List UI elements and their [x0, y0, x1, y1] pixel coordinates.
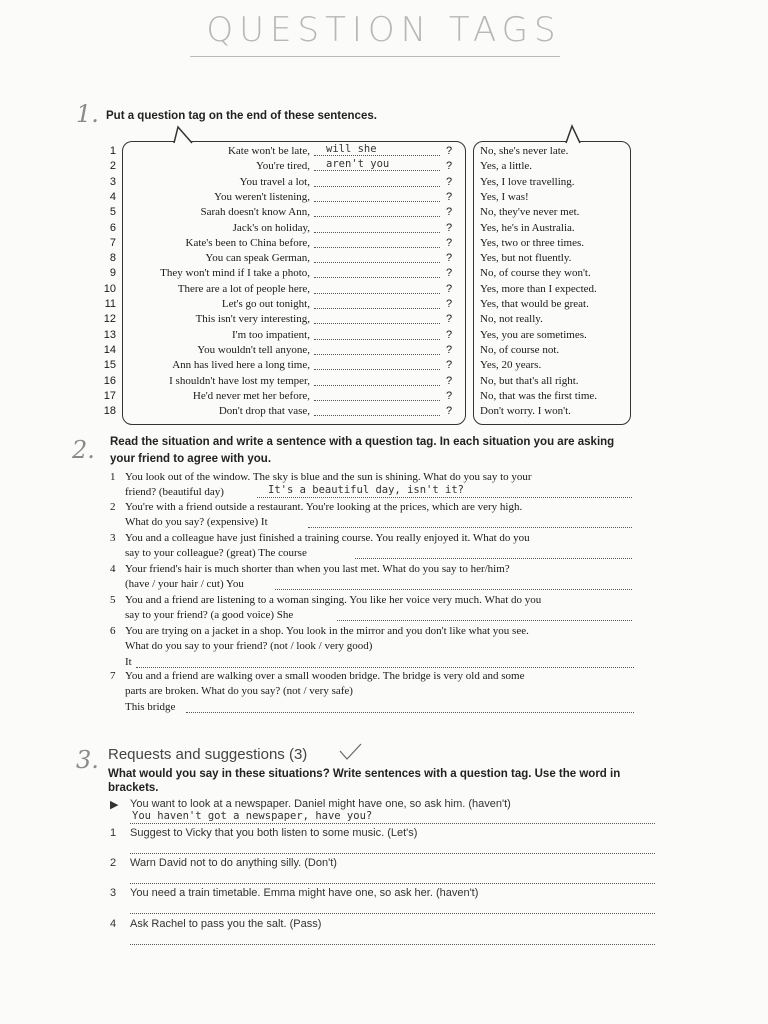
question-mark: ? [446, 343, 453, 356]
row-number: 18 [103, 405, 116, 418]
answer-line[interactable] [314, 247, 440, 248]
question-mark: ? [446, 236, 453, 249]
row-number: 7 [109, 236, 116, 249]
question-mark: ? [446, 389, 453, 402]
answer-line[interactable] [314, 385, 440, 386]
row-number: 11 [104, 298, 116, 310]
statement-text: I'm too impatient, [231, 328, 310, 341]
situation-line1: You and a friend are listening to a woman singing. You like her voice very much. What do you [125, 594, 542, 606]
situation-number: 7 [110, 670, 116, 682]
request-number: 4 [110, 918, 117, 930]
statement-text: You weren't listening, [214, 190, 310, 203]
situation-line2: say to your friend? (a good voice) She [125, 609, 294, 621]
reply-text: Yes, a little. [480, 160, 533, 173]
statement-text: Kate's been to China before, [185, 236, 310, 249]
reply-text: Yes, two or three times. [480, 236, 584, 249]
request-text: Suggest to Vicky that you both listen to some music. (Let's) [130, 827, 418, 839]
reply-text: No, she's never late. [480, 145, 569, 157]
answer-line[interactable] [314, 293, 440, 294]
row-number: 10 [103, 282, 116, 295]
answer-line[interactable] [314, 369, 440, 370]
reply-text: Yes, that would be great. [480, 298, 589, 310]
answer-line[interactable] [337, 620, 632, 621]
section3-number: 3. [76, 746, 99, 774]
question-mark: ? [446, 267, 453, 280]
statement-text: There are a lot of people here, [177, 282, 310, 295]
answer-line[interactable] [257, 497, 632, 498]
row-number: 2 [109, 160, 116, 173]
question-mark: ? [446, 405, 453, 418]
row-number: 5 [109, 206, 116, 219]
situation-line2: What do you say to your friend? (not / look / very good) [125, 640, 373, 652]
request-number: 2 [110, 857, 117, 869]
section3-instruction-line1: What would you say in these situations? Write sentences with a question tag. Use the word in [108, 768, 621, 780]
reply-text: Don't worry. I won't. [480, 405, 571, 418]
answer-line[interactable] [314, 323, 440, 324]
answer-line[interactable] [314, 354, 440, 355]
section1-number: 1. [76, 100, 99, 128]
answer-line[interactable] [314, 308, 440, 309]
left-bubble-tail-icon [170, 125, 200, 145]
title-underline [190, 56, 560, 57]
situation-line1: Your friend's hair is much shorter than when you last met. What do you say to her/him? [125, 563, 510, 575]
row-number: 6 [109, 221, 116, 234]
answer-line[interactable] [314, 277, 440, 278]
answer-line[interactable] [314, 415, 440, 416]
situation-line1: You and a friend are walking over a small wooden bridge. The bridge is very old and some [125, 670, 525, 682]
row-number: 16 [103, 374, 116, 387]
statement-text: He'd never met her before, [192, 389, 310, 402]
section2-instruction-line1: Read the situation and write a sentence with a question tag. In each situation you are asking [110, 436, 615, 448]
reply-text: Yes, I love travelling. [480, 175, 575, 188]
row-number: 15 [103, 359, 116, 372]
question-mark: ? [446, 252, 453, 265]
answer-text: aren't you [326, 158, 390, 171]
situation-number: 6 [110, 625, 116, 637]
situation-line1: You are trying on a jacket in a shop. You look in the mirror and you don't like what you see. [125, 625, 529, 637]
answer-line[interactable] [314, 339, 440, 340]
question-mark: ? [446, 359, 453, 372]
checkmark-icon [338, 742, 364, 762]
situation-line1: You're with a friend outside a restaurant. You're looking at the prices, which are very high. [125, 501, 523, 513]
situation-number: 3 [110, 532, 116, 544]
statement-text: Ann has lived here a long time, [172, 359, 310, 372]
page-title: QUESTION TAGS [206, 10, 562, 50]
situation-line2: say to your colleague? (great) The course [125, 547, 307, 559]
question-mark: ? [446, 328, 453, 341]
question-mark: ? [446, 175, 453, 188]
reply-text: Yes, but not fluently. [480, 252, 572, 265]
reply-text: Yes, 20 years. [480, 359, 542, 372]
answer-line[interactable] [314, 186, 440, 187]
situation-line2: friend? (beautiful day) [125, 486, 224, 498]
reply-text: Yes, I was! [480, 190, 529, 203]
reply-text: No, of course not. [480, 343, 560, 356]
reply-text: No, they've never met. [480, 206, 580, 219]
answer-line[interactable] [136, 667, 634, 668]
situation-line3: This bridge [125, 701, 176, 713]
reply-text: Yes, you are sometimes. [480, 328, 587, 341]
answer-line[interactable] [314, 170, 440, 171]
answer-line[interactable] [130, 853, 655, 854]
reply-text: Yes, he's in Australia. [480, 221, 575, 234]
statement-text: Kate won't be late, [227, 145, 310, 157]
row-number: 1 [109, 145, 116, 157]
situation-line1: You and a colleague have just finished a training course. You really enjoyed it. What do you [125, 532, 530, 544]
row-number: 17 [103, 389, 116, 402]
row-number: 9 [109, 267, 116, 280]
request-text: Ask Rachel to pass you the salt. (Pass) [130, 918, 322, 930]
answer-line[interactable] [130, 944, 655, 945]
answer-line[interactable] [314, 155, 440, 156]
question-mark: ? [446, 374, 453, 387]
answer-line[interactable] [130, 883, 655, 884]
row-number: 3 [109, 175, 116, 188]
section2-instruction-line2: your friend to agree with you. [110, 453, 272, 465]
section3-instruction-line2: brackets. [108, 782, 159, 794]
answer-line[interactable] [314, 400, 440, 401]
answer-line[interactable] [314, 262, 440, 263]
row-number: 12 [103, 313, 116, 326]
answer-line[interactable] [314, 216, 440, 217]
question-mark: ? [446, 206, 453, 219]
situation-number: 1 [110, 471, 116, 483]
section1-instruction: Put a question tag on the end of these sentences. [106, 110, 377, 122]
request-number: 1 [110, 827, 117, 839]
row-number: 4 [109, 190, 116, 203]
reply-text: No, but that's all right. [480, 374, 579, 387]
row-number: 8 [109, 252, 116, 265]
reply-text: No, that was the first time. [480, 389, 598, 402]
answer-line[interactable] [275, 589, 632, 590]
situation-line2: What do you say? (expensive) It [125, 516, 268, 528]
statement-text: They won't mind if I take a photo, [160, 267, 310, 280]
situation-answer: It's a beautiful day, isn't it? [268, 484, 464, 496]
section2-number: 2. [72, 436, 95, 464]
statement-text: Sarah doesn't know Ann, [200, 206, 310, 219]
statement-text: Jack's on holiday, [232, 221, 310, 234]
statement-text: You travel a lot, [239, 175, 310, 188]
section3-title: Requests and suggestions (3) [108, 746, 308, 763]
row-number: 14 [103, 343, 116, 356]
request-text: You need a train timetable. Emma might have one, so ask her. (haven't) [130, 887, 479, 899]
statement-text: This isn't very interesting, [195, 313, 310, 326]
question-mark: ? [446, 221, 453, 234]
request-text: Warn David not to do anything silly. (Don't) [130, 857, 337, 869]
situation-line1: You look out of the window. The sky is blue and the sun is shining. What do you say to your [125, 471, 532, 483]
question-mark: ? [446, 282, 453, 295]
statement-text: Don't drop that vase, [218, 405, 310, 418]
answer-line[interactable] [308, 527, 632, 528]
row-number: 13 [103, 328, 116, 341]
question-mark: ? [446, 160, 453, 173]
example-answer-line [130, 823, 655, 824]
reply-text: No, not really. [480, 313, 543, 326]
answer-line[interactable] [355, 558, 632, 559]
situation-line3: It [125, 656, 132, 668]
answer-text: will she [326, 143, 377, 155]
situation-line2: parts are broken. What do you say? (not / very safe) [125, 685, 353, 697]
situation-number: 5 [110, 594, 116, 606]
example-answer: You haven't got a newspaper, have you? [132, 810, 373, 822]
example-marker-icon: ▶ [110, 799, 119, 811]
situation-number: 4 [110, 563, 116, 575]
answer-line[interactable] [314, 201, 440, 202]
answer-line[interactable] [314, 232, 440, 233]
right-bubble-tail-icon [560, 123, 590, 145]
statement-text: Let's go out tonight, [221, 298, 310, 310]
answer-line[interactable] [130, 913, 655, 914]
statement-text: You wouldn't tell anyone, [197, 343, 310, 356]
question-mark: ? [446, 298, 453, 310]
situation-line2: (have / your hair / cut) You [125, 578, 244, 590]
request-number: 3 [110, 887, 117, 899]
reply-text: Yes, more than I expected. [480, 282, 597, 295]
statement-text: You can speak German, [205, 252, 310, 265]
statement-text: I shouldn't have lost my temper, [169, 374, 310, 387]
situation-number: 2 [110, 501, 116, 513]
question-mark: ? [446, 313, 453, 326]
question-mark: ? [446, 190, 453, 203]
reply-text: No, of course they won't. [480, 267, 591, 280]
answer-line[interactable] [186, 712, 634, 713]
example-text: You want to look at a newspaper. Daniel might have one, so ask him. (haven't) [130, 798, 511, 810]
question-mark: ? [446, 145, 453, 157]
statement-text: You're tired, [255, 160, 310, 173]
